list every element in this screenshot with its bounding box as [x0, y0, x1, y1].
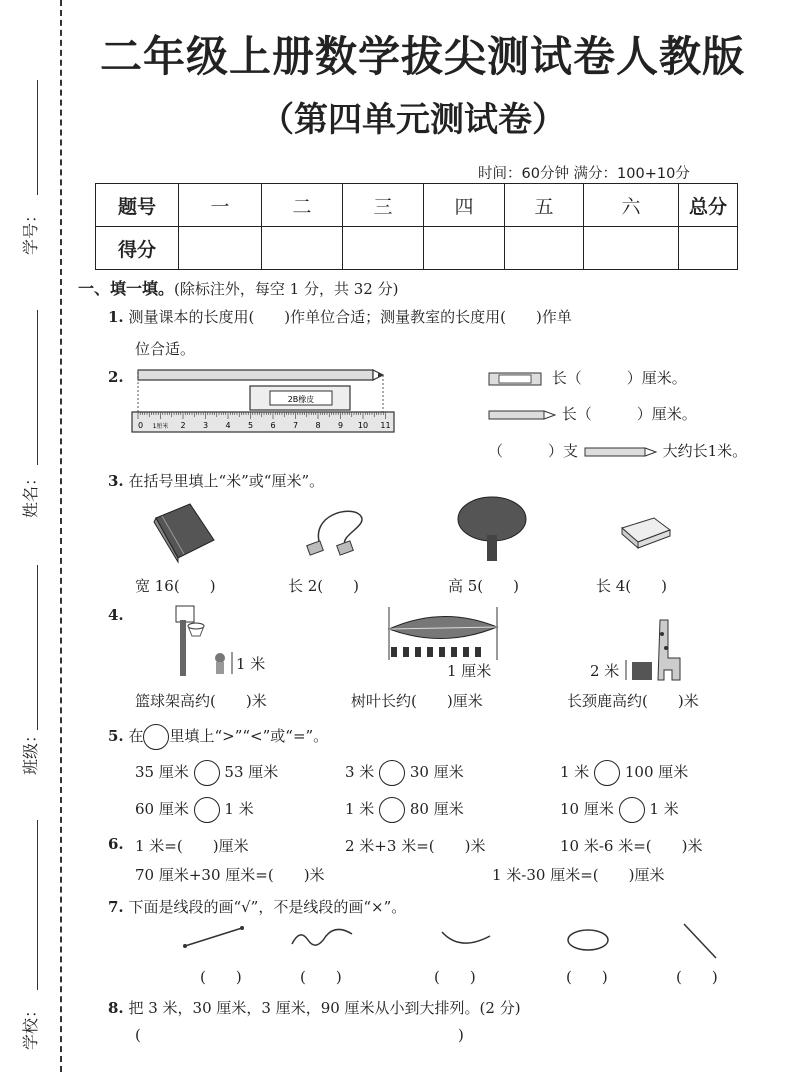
side-label-id: 学号：: [21, 206, 40, 255]
giraffe-icon: [620, 612, 690, 682]
pencil-small-icon: [487, 408, 557, 422]
score-table: [95, 183, 738, 270]
eraser-small-icon: [487, 371, 547, 387]
label-1-centimeter: 1 厘米: [447, 662, 492, 680]
leaf-icon: [385, 605, 505, 665]
score-input-cell[interactable]: [679, 227, 738, 270]
eraser-icon: [618, 512, 673, 552]
compare-item: [560, 797, 679, 823]
q6-item: 2 米+3 米=( )米: [345, 837, 486, 855]
question-3-text: 在括号里填上“米”或“厘米”。: [128, 472, 325, 490]
score-input-cell[interactable]: [179, 227, 262, 270]
q2-count: [488, 440, 747, 461]
question-8: [108, 997, 521, 1018]
question-number: 4.: [108, 606, 124, 624]
side-label-class: 班级：: [21, 726, 40, 775]
compare-left: 60 厘米: [135, 800, 189, 818]
compare-circle[interactable]: [619, 797, 645, 823]
question-1-line-2: 位合适。: [135, 340, 196, 358]
ruler-label: 4: [225, 421, 231, 430]
label-1-meter: 1 米: [236, 655, 266, 673]
ruler-label: 11: [380, 421, 391, 430]
compare-right: 53 厘米: [224, 763, 279, 781]
binding-dashed-line: [60, 0, 62, 1072]
ruler-label: 3: [202, 421, 209, 430]
ruler-figure: [128, 360, 408, 440]
wavy-line-figure: [292, 929, 352, 945]
score-table-header-row: [96, 184, 738, 227]
compare-item: [560, 760, 688, 786]
q2-length-2: [487, 403, 697, 424]
ruler-label: 8: [315, 421, 321, 430]
ruler-label: 10: [357, 421, 369, 430]
q2-count-text: 大约长1米。: [662, 442, 748, 460]
question-number: 6.: [108, 835, 124, 853]
question-number: 1.: [108, 308, 124, 326]
score-header-cell: 一: [179, 184, 262, 227]
page-title: 二年级上册数学拔尖测试卷人教版: [100, 32, 746, 81]
class-write-line: [37, 565, 38, 730]
question-number: 5.: [108, 727, 124, 745]
question-number: 3.: [108, 472, 124, 490]
ruler-label: 9: [337, 421, 344, 430]
question-number: 8.: [108, 999, 124, 1017]
ruler-label: 7: [292, 421, 299, 430]
score-header-cell: 二: [262, 184, 343, 227]
question-7: [108, 896, 406, 917]
score-header-cell: 五: [505, 184, 584, 227]
compare-right: 100 厘米: [624, 763, 689, 781]
q2-length-1-text: 长（ ）厘米。: [551, 369, 687, 387]
compare-item: [345, 797, 464, 823]
exam-info: 时间：60分钟 满分：100+10分: [478, 166, 690, 182]
compare-left: 3 米: [345, 763, 375, 781]
jump-rope-icon: [300, 505, 380, 560]
compare-left: 1 米: [560, 763, 590, 781]
score-header-cell: 六: [584, 184, 679, 227]
compare-circle[interactable]: [379, 760, 405, 786]
notebook-icon: [148, 500, 218, 565]
compare-right: 80 厘米: [409, 800, 464, 818]
label-2-meter: 2 米: [590, 662, 620, 680]
section-title: 一、填一填。: [78, 279, 175, 298]
line-segment-figure: [185, 928, 242, 946]
score-header-cell: 四: [424, 184, 505, 227]
compare-left: 10 厘米: [560, 800, 614, 818]
score-input-cell[interactable]: [343, 227, 424, 270]
ruler-label: 0: [138, 421, 144, 430]
compare-circle-icon: [143, 724, 169, 750]
q7-blank[interactable]: ( ): [300, 968, 342, 986]
q4-item: 树叶长约( )厘米: [351, 692, 483, 710]
slanted-line-figure: [684, 924, 716, 958]
ruler-label: 6: [270, 421, 276, 430]
compare-item: [135, 797, 254, 823]
compare-left: 1 米: [345, 800, 375, 818]
q6-item: 1 米=( )厘米: [135, 837, 249, 855]
line-figures: [180, 922, 740, 962]
compare-right: 30 厘米: [409, 763, 464, 781]
q4-item: 长颈鹿高约( )米: [567, 692, 699, 710]
ellipse-figure: [568, 930, 608, 950]
ruler-label: 5: [247, 421, 254, 430]
question-number: 2.: [108, 368, 124, 386]
compare-right: 1 米: [649, 800, 679, 818]
compare-circle[interactable]: [379, 797, 405, 823]
section-note: (除标注外，每空 1 分，共 32 分): [174, 280, 399, 298]
side-label-school: 学校：: [21, 1001, 40, 1050]
compare-left: 35 厘米: [135, 763, 189, 781]
score-input-cell[interactable]: [262, 227, 343, 270]
q2-length-2-text: 长（ ）厘米。: [561, 405, 697, 423]
q6-item: 70 厘米+30 厘米=( )米: [135, 866, 325, 884]
compare-right: 1 米: [224, 800, 254, 818]
score-header-cell: 总分: [679, 184, 738, 227]
q3-item: 高 5( ): [448, 577, 520, 595]
q2-count-blank: （ ）支: [488, 442, 579, 460]
tree-icon: [455, 495, 530, 565]
pencil-body: [138, 370, 373, 380]
eraser-label: 2B橡皮: [287, 395, 315, 404]
compare-item: [345, 760, 464, 786]
school-write-line: [37, 820, 38, 990]
q7-blank[interactable]: ( ): [676, 968, 718, 986]
pencil-small-icon: [583, 445, 658, 459]
question-5-text-a: 在: [128, 727, 144, 745]
score-input-cell[interactable]: [424, 227, 505, 270]
score-table-score-row: [96, 227, 738, 270]
q4-item: 篮球架高约( )米: [135, 692, 267, 710]
name-write-line: [37, 310, 38, 465]
compare-circle[interactable]: [194, 760, 220, 786]
compare-item: [135, 760, 278, 786]
basketball-hoop-icon: [170, 604, 240, 679]
q6-item: 10 米-6 米=( )米: [560, 837, 703, 855]
curve-figure: [442, 932, 490, 943]
q3-item: 长 4( ): [596, 577, 668, 595]
q3-item: 宽 16( ): [135, 577, 216, 595]
section-header: [78, 276, 398, 299]
ruler-label: 1厘米: [152, 423, 169, 430]
q7-blank[interactable]: ( ): [566, 968, 608, 986]
q8-blank-open[interactable]: (: [135, 1026, 141, 1044]
page-subtitle: （第四单元测试卷）: [260, 100, 566, 140]
q7-blank[interactable]: ( ): [200, 968, 242, 986]
question-5: [108, 724, 328, 750]
question-7-text: 下面是线段的画“√”，不是线段的画“×”。: [128, 898, 407, 916]
question-3: [108, 470, 324, 491]
score-header-cell: 三: [343, 184, 424, 227]
side-label-name: 姓名：: [21, 469, 40, 518]
q8-blank-close: ): [458, 1026, 464, 1044]
compare-circle[interactable]: [194, 797, 220, 823]
q3-item: 长 2( ): [288, 577, 360, 595]
question-1: [108, 306, 572, 327]
question-5-text-b: 里填上“>”“<”或“=”。: [169, 727, 329, 745]
q2-length-1: [487, 367, 687, 388]
ruler-body: [132, 412, 394, 432]
q7-blank[interactable]: ( ): [434, 968, 476, 986]
score-header-cell: 题号: [96, 184, 179, 227]
question-8-text: 把 3 米，30 厘米，3 厘米，90 厘米从小到大排列。(2 分): [128, 999, 521, 1017]
id-write-line: [37, 80, 38, 195]
score-input-cell[interactable]: [584, 227, 679, 270]
score-row-label: 得分: [96, 227, 179, 270]
ruler-label: 2: [180, 421, 186, 430]
question-1-line-1: 测量课本的长度用( )作单位合适；测量教室的长度用( )作单: [128, 308, 572, 326]
compare-circle[interactable]: [594, 760, 620, 786]
question-number: 7.: [108, 898, 124, 916]
q6-item: 1 米-30 厘米=( )厘米: [492, 866, 665, 884]
score-input-cell[interactable]: [505, 227, 584, 270]
